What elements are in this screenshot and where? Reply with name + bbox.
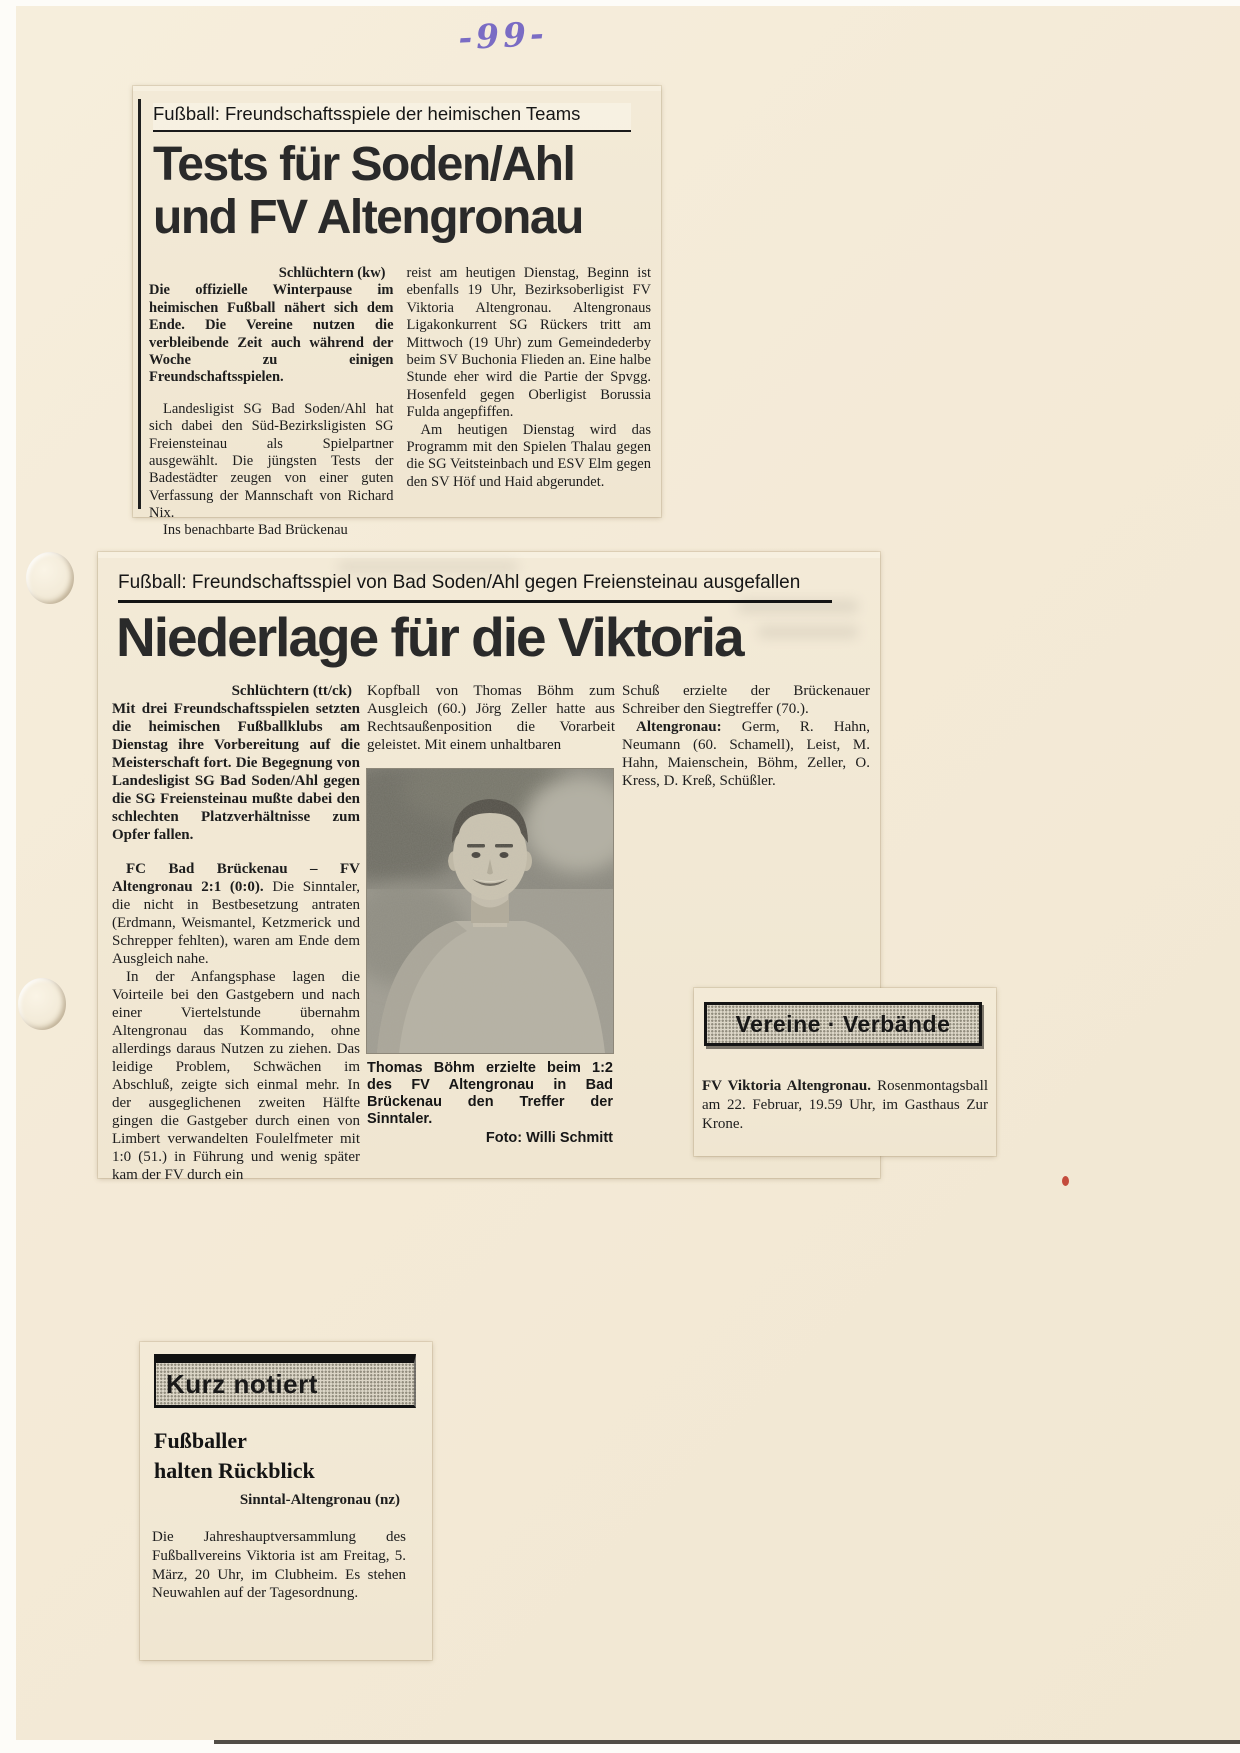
photo-caption: Thomas Böhm erzielte beim 1:2 des FV Altengronau in Bad Brückenau den Treffer der Sinntaler. <box>367 1060 613 1128</box>
column-rule <box>138 99 141 509</box>
dateline: Schlüchtern (tt/ck) <box>231 683 352 699</box>
photo-credit: Foto: Willi Schmitt <box>485 1130 613 1147</box>
lineup-paragraph <box>622 718 870 790</box>
kurz-article-headline <box>154 1426 315 1485</box>
hole-punch-top <box>26 552 74 604</box>
headline-friendlies <box>153 139 583 245</box>
clubs-box-title: Vereine · Verbände <box>735 1010 951 1037</box>
lineup-names: Germ, R. Hahn, Neumann (60. Schamell), Leist, M. Hahn, Maienschein, Böhm, Zeller, O. Kress, D. Kreß, Schüßler. <box>622 719 870 789</box>
player-photo-illustration <box>367 769 613 1053</box>
photo-figure <box>367 769 613 1148</box>
red-ink-dot <box>1062 1176 1069 1186</box>
clipping-clubs-notice <box>694 988 996 1156</box>
article-columns <box>149 265 651 540</box>
hole-punch-bottom <box>18 978 66 1030</box>
column-left <box>149 265 394 540</box>
headline-line-2: und FV Altengronau <box>153 190 583 244</box>
dateline: Schlüchtern (kw) <box>278 265 386 281</box>
paragraph: In der Anfangsphase lagen die Voirteile bei den Gastgebern und nach einer Viertelstunde übernahm Altengronau das Kommando, ohne allerdings daraus Nutzen zu ziehen. Das leidige Problem, Schwächen im Abschluß, zeigte sich einmal mehr. In der ausgeglichenen zweiten Hälfte gingen die Gastgeber durch einen von Limbert verwandelten Foulelfmeter mit 1:0 (51.) in Führung und wenig später kam der FV durch ein <box>112 969 360 1183</box>
kurz-headline-line-2: halten Rückblick <box>154 1457 315 1483</box>
paragraph: reist am heutigen Dienstag, Beginn ist ebenfalls 19 Uhr, Bezirksoberligist FV Viktoria Altengronau. Altengronaus Ligakonkurrent SG Rückers tritt am Mittwoch (19 Uhr) zum Gemeindederby beim SV Buchonia Flieden an. Eine halbe Stunde eher wird die Partie der Spvgg. Hosenfeld gegen Oberligist Borussia Fulda angepfiffen. <box>406 265 651 421</box>
kurz-notiert-title: Kurz notiert <box>166 1368 318 1399</box>
clubs-notice-text <box>702 1077 988 1133</box>
clubs-box-header <box>704 1002 982 1046</box>
kurz-dateline: Sinntal-Altengronau (nz) <box>239 1492 400 1508</box>
headline-defeat: Niederlage für die Viktoria <box>116 606 743 668</box>
kicker-friendlies: Fußball: Freundschaftsspiele der heimischen Teams <box>153 103 631 132</box>
paragraph: Ins benachbarte Bad Brückenau <box>163 522 348 539</box>
paragraph: Schuß erzielte der Brückenauer Schreiber den Siegtreffer (70.). <box>622 683 870 717</box>
kurz-body-text: Die Jahreshauptversammlung des Fußballvereins Viktoria ist am Freitag, 5. März, 20 Uhr, im Clubheim. Es stehen Neuwahlen auf der Tagesordnung. <box>152 1529 406 1602</box>
paragraph: Landesligist SG Bad Soden/Ahl hat sich dabei den Süd-Bezirksligisten SG Freiensteinau als Spielpartner ausgewählt. Die jüngsten Tests der Badestädter zeugen von einer guten Verfassung der Mannschaft von Richard Nix. <box>149 400 394 522</box>
column-middle <box>367 682 615 1184</box>
headline-line-1: Tests für Soden/Ahl <box>153 138 575 191</box>
match-result-lead: FC Bad Brückenau – FV Altengronau 2:1 (0:0). <box>112 861 360 895</box>
print-ghost <box>338 562 518 572</box>
kurz-headline-line-1: Fußballer <box>154 1428 247 1453</box>
lineup-label: Altengronau: <box>636 719 722 735</box>
club-name-lead: FV Viktoria Altengronau. <box>702 1078 871 1094</box>
lead-paragraph: Die offizielle Winterpause im heimischen Fußball nähert sich dem Ende. Die Vereine nutzen die verbleibende Zeit auch während der Woche zu einigen Freundschaftsspielen. <box>149 282 394 386</box>
kurz-notiert-header <box>154 1354 416 1408</box>
clipping-friendlies-article <box>133 86 661 539</box>
paragraph: Am heutigen Dienstag wird das Programm mit den Spielen Thalau gegen die SG Veitsteinbach und ESV Elm gegen den SV Höf und Haid abgerundet. <box>406 421 651 490</box>
lead-paragraph: Mit drei Freundschaftsspielen setzten die heimischen Fußballklubs am Dienstag ihre Vorbereitung auf die Meisterschaft fort. Die Begegnung von Landesligist SG Bad Soden/Ahl gegen die SG Freiensteinau mußte dabei den schlechten Platzverhältnisse zum Opfer fallen. <box>112 701 360 843</box>
paragraph: Kopfball von Thomas Böhm zum Ausgleich (60.) Jörg Zeller hatte aus Rechtsaußenposition die Vorarbeit geleistet. Mit einem unhaltbaren <box>367 683 615 753</box>
notice-rest: Rosenmontagsball am 22. Februar, 19.59 Uhr, im Gasthaus Zur Krone. <box>702 1078 988 1132</box>
match-report-text: Die Sinntaler, die nicht in Bestbesetzung antraten (Erdmann, Weismantel, Ketzmerick und Schrepper fehlten), waren am Ende dem Ausgleich nahe. <box>112 879 361 967</box>
clipping-kurz-notiert <box>140 1342 432 1660</box>
scan-bottom-line <box>214 1740 1240 1744</box>
kicker-defeat: Fußball: Freundschaftsspiel von Bad Soden/Ahl gegen Freiensteinau ausgefallen <box>118 572 832 603</box>
column-right <box>407 265 652 540</box>
match-report-paragraph <box>112 860 360 968</box>
print-ghost <box>758 626 858 638</box>
column-left <box>112 682 360 1184</box>
handwritten-page-number: -99- <box>457 13 549 58</box>
